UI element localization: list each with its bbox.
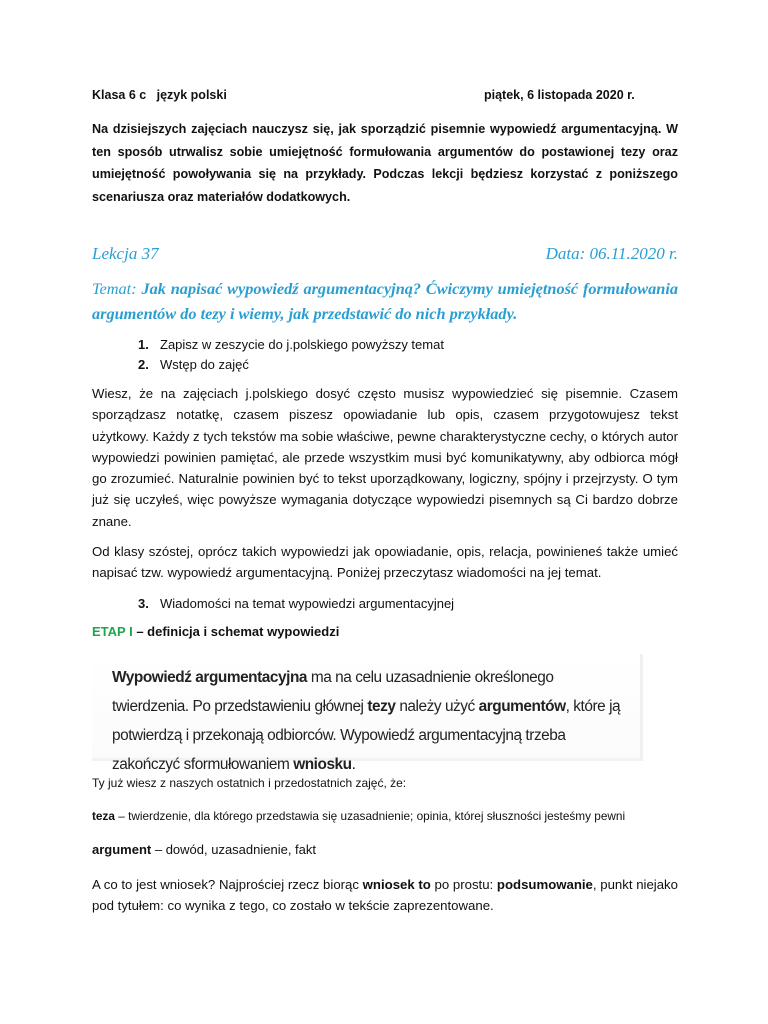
list-text: Zapisz w zeszycie do j.polskiego powyższy temat: [160, 337, 444, 352]
conclusion-keyword: wniosek to: [362, 877, 431, 892]
notes-intro: Ty już wiesz z naszych ostatnich i przedostatnich zajęć, że:: [92, 776, 407, 790]
body-paragraph: Wiesz, że na zajęciach j.polskiego dosyć często musisz wypowiedzieć się pisemnie. Czasem sporządzasz notatkę, czasem piszesz opowiadanie lub opis, czasem przygotowujesz tekst użytkowy. Każdy z tych tekstów ma sobie właściwe, pewne charakterystyczne cechy, o których autor wypowiedzi powinien pamiętać, ale przede wszystkim musi być komunikatywny, aby odbiorca mógł go zrozumieć. Naturalnie powinien być to tekst uporządkowany, logiczny, spójny i przejrzysty. O tym już się uczyłeś, więc powyższe wymagania dotyczące wypowiedzi pisemnych są Ci bardzo dobrze znane.: [92, 386, 678, 529]
list-item: [138, 596, 454, 611]
argument-term: argument: [92, 842, 152, 857]
teza-term: teza: [92, 809, 115, 823]
topic-text: Jak napisać wypowiedź argumentacyjną? Ćwiczymy umiejętność formułowania argumentów do tezy i wiemy, jak przedstawić do nich przykłady.: [92, 279, 678, 323]
stage-heading: [92, 624, 339, 639]
conclusion-paragraph: [92, 874, 678, 916]
list-number: 2.: [138, 357, 149, 372]
definition-segment: ma na celu uzasadnienie określonego twierdzenia. Po przedstawieniu głównej: [112, 669, 554, 715]
list-text: Wiadomości na temat wypowiedzi argumentacyjnej: [160, 596, 455, 611]
argument-def: – dowód, uzasadnienie, fakt: [151, 842, 317, 857]
list-number: 3.: [138, 596, 149, 611]
definition-text: [112, 663, 632, 779]
lesson-topic: [92, 276, 678, 326]
conclusion-keyword: podsumowanie: [496, 877, 593, 892]
definition-keyword: tezy: [367, 698, 396, 715]
stage-label: ETAP I: [92, 624, 133, 639]
class-subject-header: Klasa 6 c język polski: [92, 88, 227, 102]
argument-definition: [92, 842, 678, 857]
definition-segment: , które ją potwierdzą i przekonają odbiorców. Wypowiedź argumentacyjną trzeba zakończyć sformułowaniem: [112, 698, 621, 773]
conclusion-segment: , punkt niejako pod tytułem: co wynika z tego, co zostało w tekście zaprezentowane.: [92, 877, 678, 913]
lesson-date: Data: 06.11.2020 r.: [545, 244, 678, 263]
conclusion-segment: po prostu:: [430, 877, 497, 892]
stage-text: – definicja i schemat wypowiedzi: [132, 624, 340, 639]
intro-paragraph: Na dzisiejszych zajęciach nauczysz się, jak sporządzić pisemnie wypowiedź argumentacyjną. W ten sposób utrwalisz sobie umiejętność formułowania argumentów do postawionej tezy oraz umiejętność powoływania się na przykłady. Podczas lekcji będziesz korzystać z poniższego scenariusza oraz materiałów dodatkowych.: [92, 122, 678, 204]
definition-segment: należy użyć: [395, 698, 479, 715]
definition-keyword: argumentów: [478, 698, 566, 715]
list-number: 1.: [138, 337, 149, 352]
list-item: [138, 337, 444, 352]
definition-keyword: wniosku: [293, 756, 352, 773]
teza-def: – twierdzenie, dla którego przedstawia się uzasadnienie; opinia, której słuszności jesteśmy pewni: [114, 809, 626, 823]
date-header: piątek, 6 listopada 2020 r.: [484, 88, 635, 102]
definition-term: Wypowiedź argumentacyjna: [112, 669, 308, 686]
list-text: Wstęp do zajęć: [160, 357, 249, 372]
lesson-row: [92, 244, 678, 268]
teza-definition: [92, 809, 678, 823]
definition-image: [92, 654, 643, 773]
list-item: [138, 357, 249, 372]
conclusion-segment: A co to jest wniosek? Najprościej rzecz biorąc: [92, 877, 363, 892]
topic-label: Temat:: [92, 279, 137, 298]
definition-segment: .: [351, 756, 356, 773]
body-paragraph: Od klasy szóstej, oprócz takich wypowiedzi jak opowiadanie, opis, relacja, powinieneś także umieć napisać tzw. wypowiedź argumentacyjną. Poniżej przeczytasz wiadomości na jej temat.: [92, 544, 678, 581]
lesson-title: Lekcja 37: [92, 244, 159, 263]
